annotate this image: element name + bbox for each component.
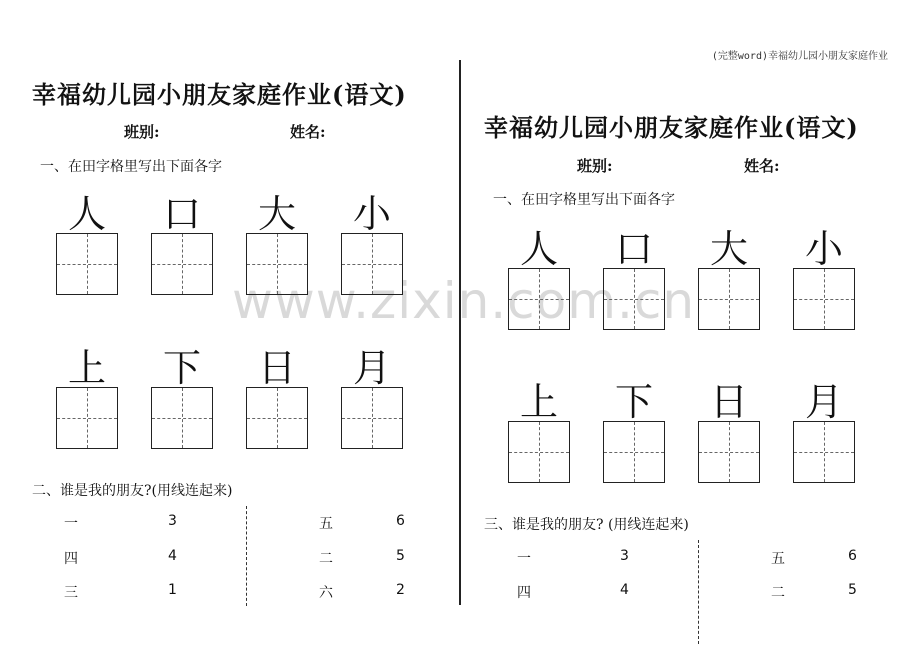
right-char: 下 — [614, 380, 653, 424]
document-header: (完整word)幸福幼儿园小朋友家庭作业 — [711, 51, 888, 62]
left-class-label: 班别: — [124, 123, 160, 141]
left-match-divider — [246, 506, 247, 606]
right-char: 人 — [519, 227, 558, 271]
match-item[interactable]: 2 — [396, 582, 405, 598]
match-item[interactable]: 6 — [396, 513, 405, 529]
left-title: 幸福幼儿园小朋友家庭作业(语文) — [32, 80, 407, 109]
right-char: 口 — [614, 227, 653, 271]
match-item[interactable]: 3 — [168, 513, 177, 529]
match-item[interactable]: 3 — [620, 548, 629, 564]
right-class-label: 班别: — [577, 157, 613, 175]
left-char: 月 — [352, 346, 391, 390]
left-char: 口 — [162, 192, 201, 236]
match-item[interactable]: 一 — [64, 516, 78, 532]
tianzige-box[interactable] — [341, 387, 403, 449]
tianzige-box[interactable] — [698, 421, 760, 483]
match-item[interactable]: 5 — [848, 582, 857, 598]
right-char: 小 — [804, 227, 843, 271]
right-name-label: 姓名: — [744, 157, 780, 175]
tianzige-box[interactable] — [603, 421, 665, 483]
right-section1-heading: 一、在田字格里写出下面各字 — [493, 192, 675, 208]
tianzige-box[interactable] — [56, 233, 118, 295]
left-section1-heading: 一、在田字格里写出下面各字 — [40, 159, 222, 175]
tianzige-box[interactable] — [246, 387, 308, 449]
tianzige-box[interactable] — [508, 421, 570, 483]
match-item[interactable]: 二 — [771, 585, 785, 601]
match-item[interactable]: 六 — [319, 585, 333, 601]
tianzige-box[interactable] — [151, 233, 213, 295]
left-char: 人 — [67, 192, 106, 236]
page-divider — [459, 60, 461, 605]
match-item[interactable]: 二 — [319, 551, 333, 567]
match-item[interactable]: 四 — [64, 551, 78, 567]
tianzige-box[interactable] — [698, 268, 760, 330]
left-char: 上 — [67, 346, 106, 390]
match-item[interactable]: 1 — [168, 582, 177, 598]
right-char: 月 — [804, 380, 843, 424]
left-char: 日 — [257, 346, 296, 390]
left-char: 大 — [257, 192, 296, 236]
match-item[interactable]: 四 — [517, 585, 531, 601]
match-item[interactable]: 4 — [620, 582, 629, 598]
tianzige-box[interactable] — [151, 387, 213, 449]
right-title: 幸福幼儿园小朋友家庭作业(语文) — [484, 113, 859, 142]
tianzige-box[interactable] — [341, 233, 403, 295]
tianzige-box[interactable] — [793, 268, 855, 330]
tianzige-box[interactable] — [56, 387, 118, 449]
right-char: 大 — [709, 227, 748, 271]
right-char: 上 — [519, 380, 558, 424]
right-match-divider — [698, 540, 699, 644]
tianzige-box[interactable] — [603, 268, 665, 330]
match-item[interactable]: 5 — [396, 548, 405, 564]
left-section2-heading: 二、谁是我的朋友?(用线连起来) — [32, 483, 233, 499]
left-char: 下 — [162, 346, 201, 390]
left-char: 小 — [352, 192, 391, 236]
watermark: www.zixin.com.cn — [232, 272, 696, 330]
right-char: 日 — [709, 380, 748, 424]
match-item[interactable]: 一 — [517, 551, 531, 567]
match-item[interactable]: 三 — [64, 585, 78, 601]
match-item[interactable]: 五 — [771, 551, 785, 567]
match-item[interactable]: 6 — [848, 548, 857, 564]
match-item[interactable]: 五 — [319, 516, 333, 532]
tianzige-box[interactable] — [246, 233, 308, 295]
tianzige-box[interactable] — [508, 268, 570, 330]
left-name-label: 姓名: — [290, 123, 326, 141]
tianzige-box[interactable] — [793, 421, 855, 483]
right-section2-heading: 三、谁是我的朋友? (用线连起来) — [484, 517, 689, 533]
match-item[interactable]: 4 — [168, 548, 177, 564]
